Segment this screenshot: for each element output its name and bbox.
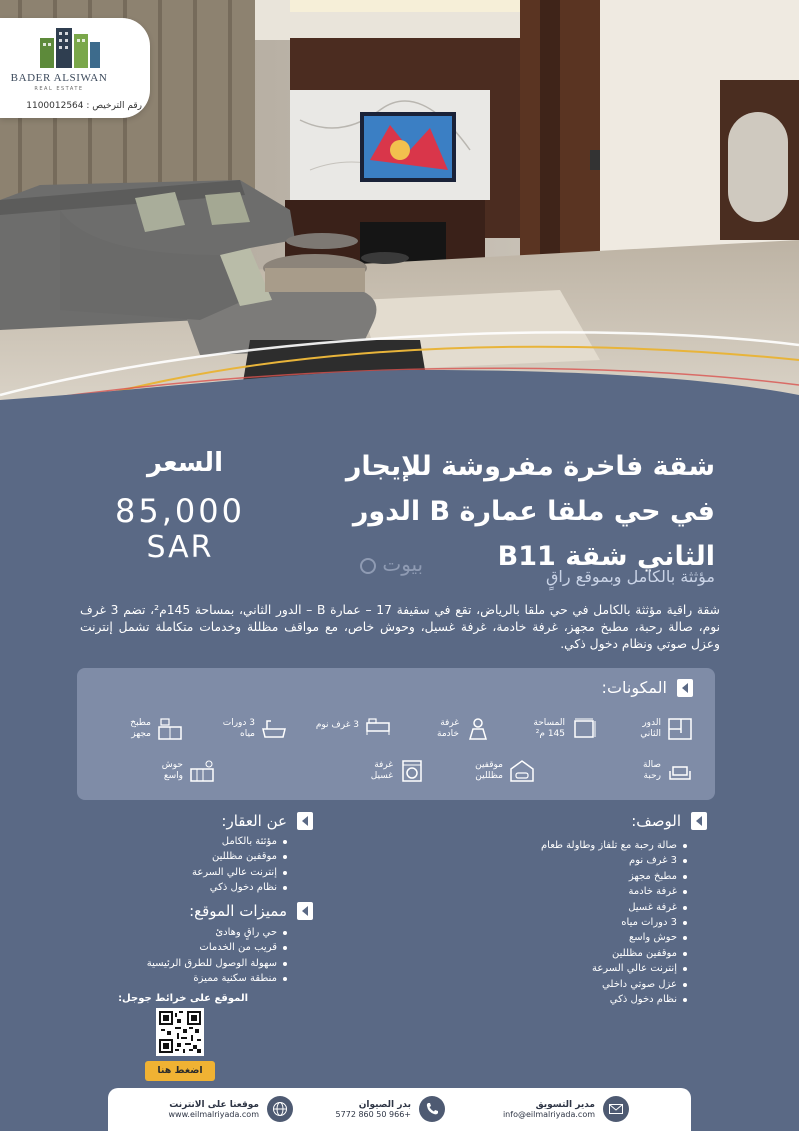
website-url[interactable]: www.eilmalriyada.com	[168, 1109, 259, 1119]
list-item: غرفة غسيل	[541, 900, 687, 915]
company-name: BADER ALSIWAN	[10, 72, 108, 84]
feature-area	[497, 712, 597, 746]
components-header	[602, 678, 693, 697]
list-item: عزل صوتي داخلي	[541, 977, 687, 992]
list-item: نظام دخول ذكي	[541, 992, 687, 1007]
price-label: السعر	[147, 448, 223, 478]
price-currency: SAR	[146, 530, 214, 565]
components-title: المكونات:	[601, 678, 667, 697]
feature-laundry-label: غرفة غسيل	[370, 760, 393, 781]
kitchen-icon	[157, 717, 183, 741]
contact-footer	[108, 1088, 691, 1131]
components-panel	[77, 668, 715, 800]
title-line-3: الثاني شقة B11	[497, 541, 715, 572]
feature-bathrooms-label: 3 دورات مياه	[222, 718, 255, 739]
marketing-title: مدير التسويق	[535, 1099, 595, 1110]
washing-machine-icon	[399, 759, 425, 783]
description-list	[541, 838, 687, 1007]
list-item: غرفة خادمة	[541, 884, 687, 899]
feature-parking-label: موقفين مظللين	[475, 760, 503, 781]
marketing-email[interactable]: info@eilmalriyada.com	[502, 1109, 595, 1119]
list-item: حي راقٍ وهادئ	[147, 925, 287, 940]
list-item: إنترنت عالي السرعة	[192, 865, 287, 880]
company-tagline: REAL ESTATE	[34, 86, 84, 92]
feature-parking	[435, 754, 535, 788]
feature-laundry	[325, 754, 425, 788]
map-label: الموقع على خرائط جوجل:	[118, 993, 248, 1004]
feature-maid-room-label: غرفة خادمة	[437, 718, 459, 739]
list-item: صالة رحبة مع تلفاز وطاولة طعام	[541, 838, 687, 853]
feature-living-room	[593, 754, 693, 788]
list-item: موقفين مظللين	[192, 849, 287, 864]
list-item: مؤثثة بالكامل	[192, 834, 287, 849]
feature-yard-label: حوش واسع	[161, 760, 183, 781]
list-item: منطقة سكنية مميزة	[147, 971, 287, 986]
contact-phone[interactable]	[336, 1096, 445, 1122]
price-value: 85,000	[115, 492, 245, 530]
description-title: الوصف:	[631, 812, 681, 830]
floor-plan-icon	[667, 717, 693, 741]
listing-description: شقة راقية مؤثثة بالكامل في حي ملقا بالرياض، تقع في سقيفة 17 – عمارة B – الدور الثاني، بمساحة 145م²، تضم 3 غرف نوم، صالة رحبة، مطبخ مجهز، غرفة خادمة، غرفة غسيل، وحوش خاص، مع مواقف مظللة وخدمات متكاملة تشمل إنترنت وعزل صوتي ونظام دخول ذكي.	[80, 603, 720, 651]
list-item: موقفين مظللين	[541, 946, 687, 961]
area-ruler-icon	[571, 717, 597, 741]
feature-floor-label: الدور الثاني	[640, 718, 661, 739]
hero-photo	[0, 0, 799, 400]
phone-name: بدر الصيوان	[358, 1099, 411, 1110]
maid-icon	[465, 717, 491, 741]
list-item: مطبخ مجهز	[541, 869, 687, 884]
list-item: 3 دورات مياه	[541, 915, 687, 930]
company-logo-card	[0, 18, 150, 118]
location-list	[147, 925, 287, 987]
list-item: حوش واسع	[541, 930, 687, 945]
title-line-1: شقة فاخرة مفروشة للإيجار	[345, 451, 715, 482]
bathtub-icon	[261, 717, 287, 741]
phone-icon	[419, 1096, 445, 1122]
sofa-icon	[667, 759, 693, 783]
feature-living-room-label: صالة رحبة	[643, 760, 661, 781]
yard-icon	[189, 759, 215, 783]
list-item: قريب من الخدمات	[147, 940, 287, 955]
open-map-button[interactable]: اضغط هنا	[145, 1061, 215, 1081]
feature-area-label: المساحة 145 م²	[533, 718, 565, 739]
watermark-text: بيوت	[382, 552, 424, 576]
contact-website[interactable]	[169, 1096, 293, 1122]
chevron-left-icon	[677, 679, 693, 697]
license-number: رقم الترخيص : 1100012564	[26, 101, 142, 111]
feature-kitchen-label: مطبخ مجهز	[130, 718, 151, 739]
watermark-logo-icon	[360, 558, 376, 574]
chevron-left-icon	[691, 812, 707, 830]
feature-yard	[115, 754, 215, 788]
about-header	[221, 812, 313, 830]
car-garage-icon	[509, 759, 535, 783]
feature-bedrooms-label: 3 غرف نوم	[315, 719, 359, 730]
qr-code-icon	[159, 1011, 201, 1053]
email-icon	[603, 1096, 629, 1122]
list-item: نظام دخول ذكي	[192, 880, 287, 895]
feature-floor	[593, 712, 693, 746]
list-item: 3 غرف نوم	[541, 853, 687, 868]
location-header	[189, 902, 313, 920]
description-header	[631, 812, 707, 830]
feature-bathrooms	[187, 712, 287, 746]
feature-kitchen	[83, 712, 183, 746]
chevron-left-icon	[297, 902, 313, 920]
bed-icon	[365, 713, 391, 737]
globe-icon	[267, 1096, 293, 1122]
list-item: سهولة الوصول للطرق الرئيسية	[147, 956, 287, 971]
title-line-2: في حي ملقا عمارة B الدور	[352, 496, 715, 527]
buildings-logo-icon	[38, 26, 102, 70]
about-title: عن العقار:	[221, 812, 287, 830]
watermark	[356, 552, 423, 576]
website-title: موقعنا على الانترنت	[169, 1099, 259, 1110]
chevron-left-icon	[297, 812, 313, 830]
about-list	[192, 834, 287, 896]
contact-email[interactable]	[503, 1096, 629, 1122]
location-title: مميزات الموقع:	[189, 902, 287, 920]
listing-subtitle: مؤثثة بالكامل وبموقع راقٍ	[546, 567, 715, 586]
phone-number[interactable]: +966 50 860 5772	[335, 1109, 411, 1119]
feature-bedrooms	[291, 708, 391, 742]
qr-code[interactable]	[156, 1008, 204, 1056]
list-item: إنترنت عالي السرعة	[541, 961, 687, 976]
feature-maid-room	[391, 712, 491, 746]
